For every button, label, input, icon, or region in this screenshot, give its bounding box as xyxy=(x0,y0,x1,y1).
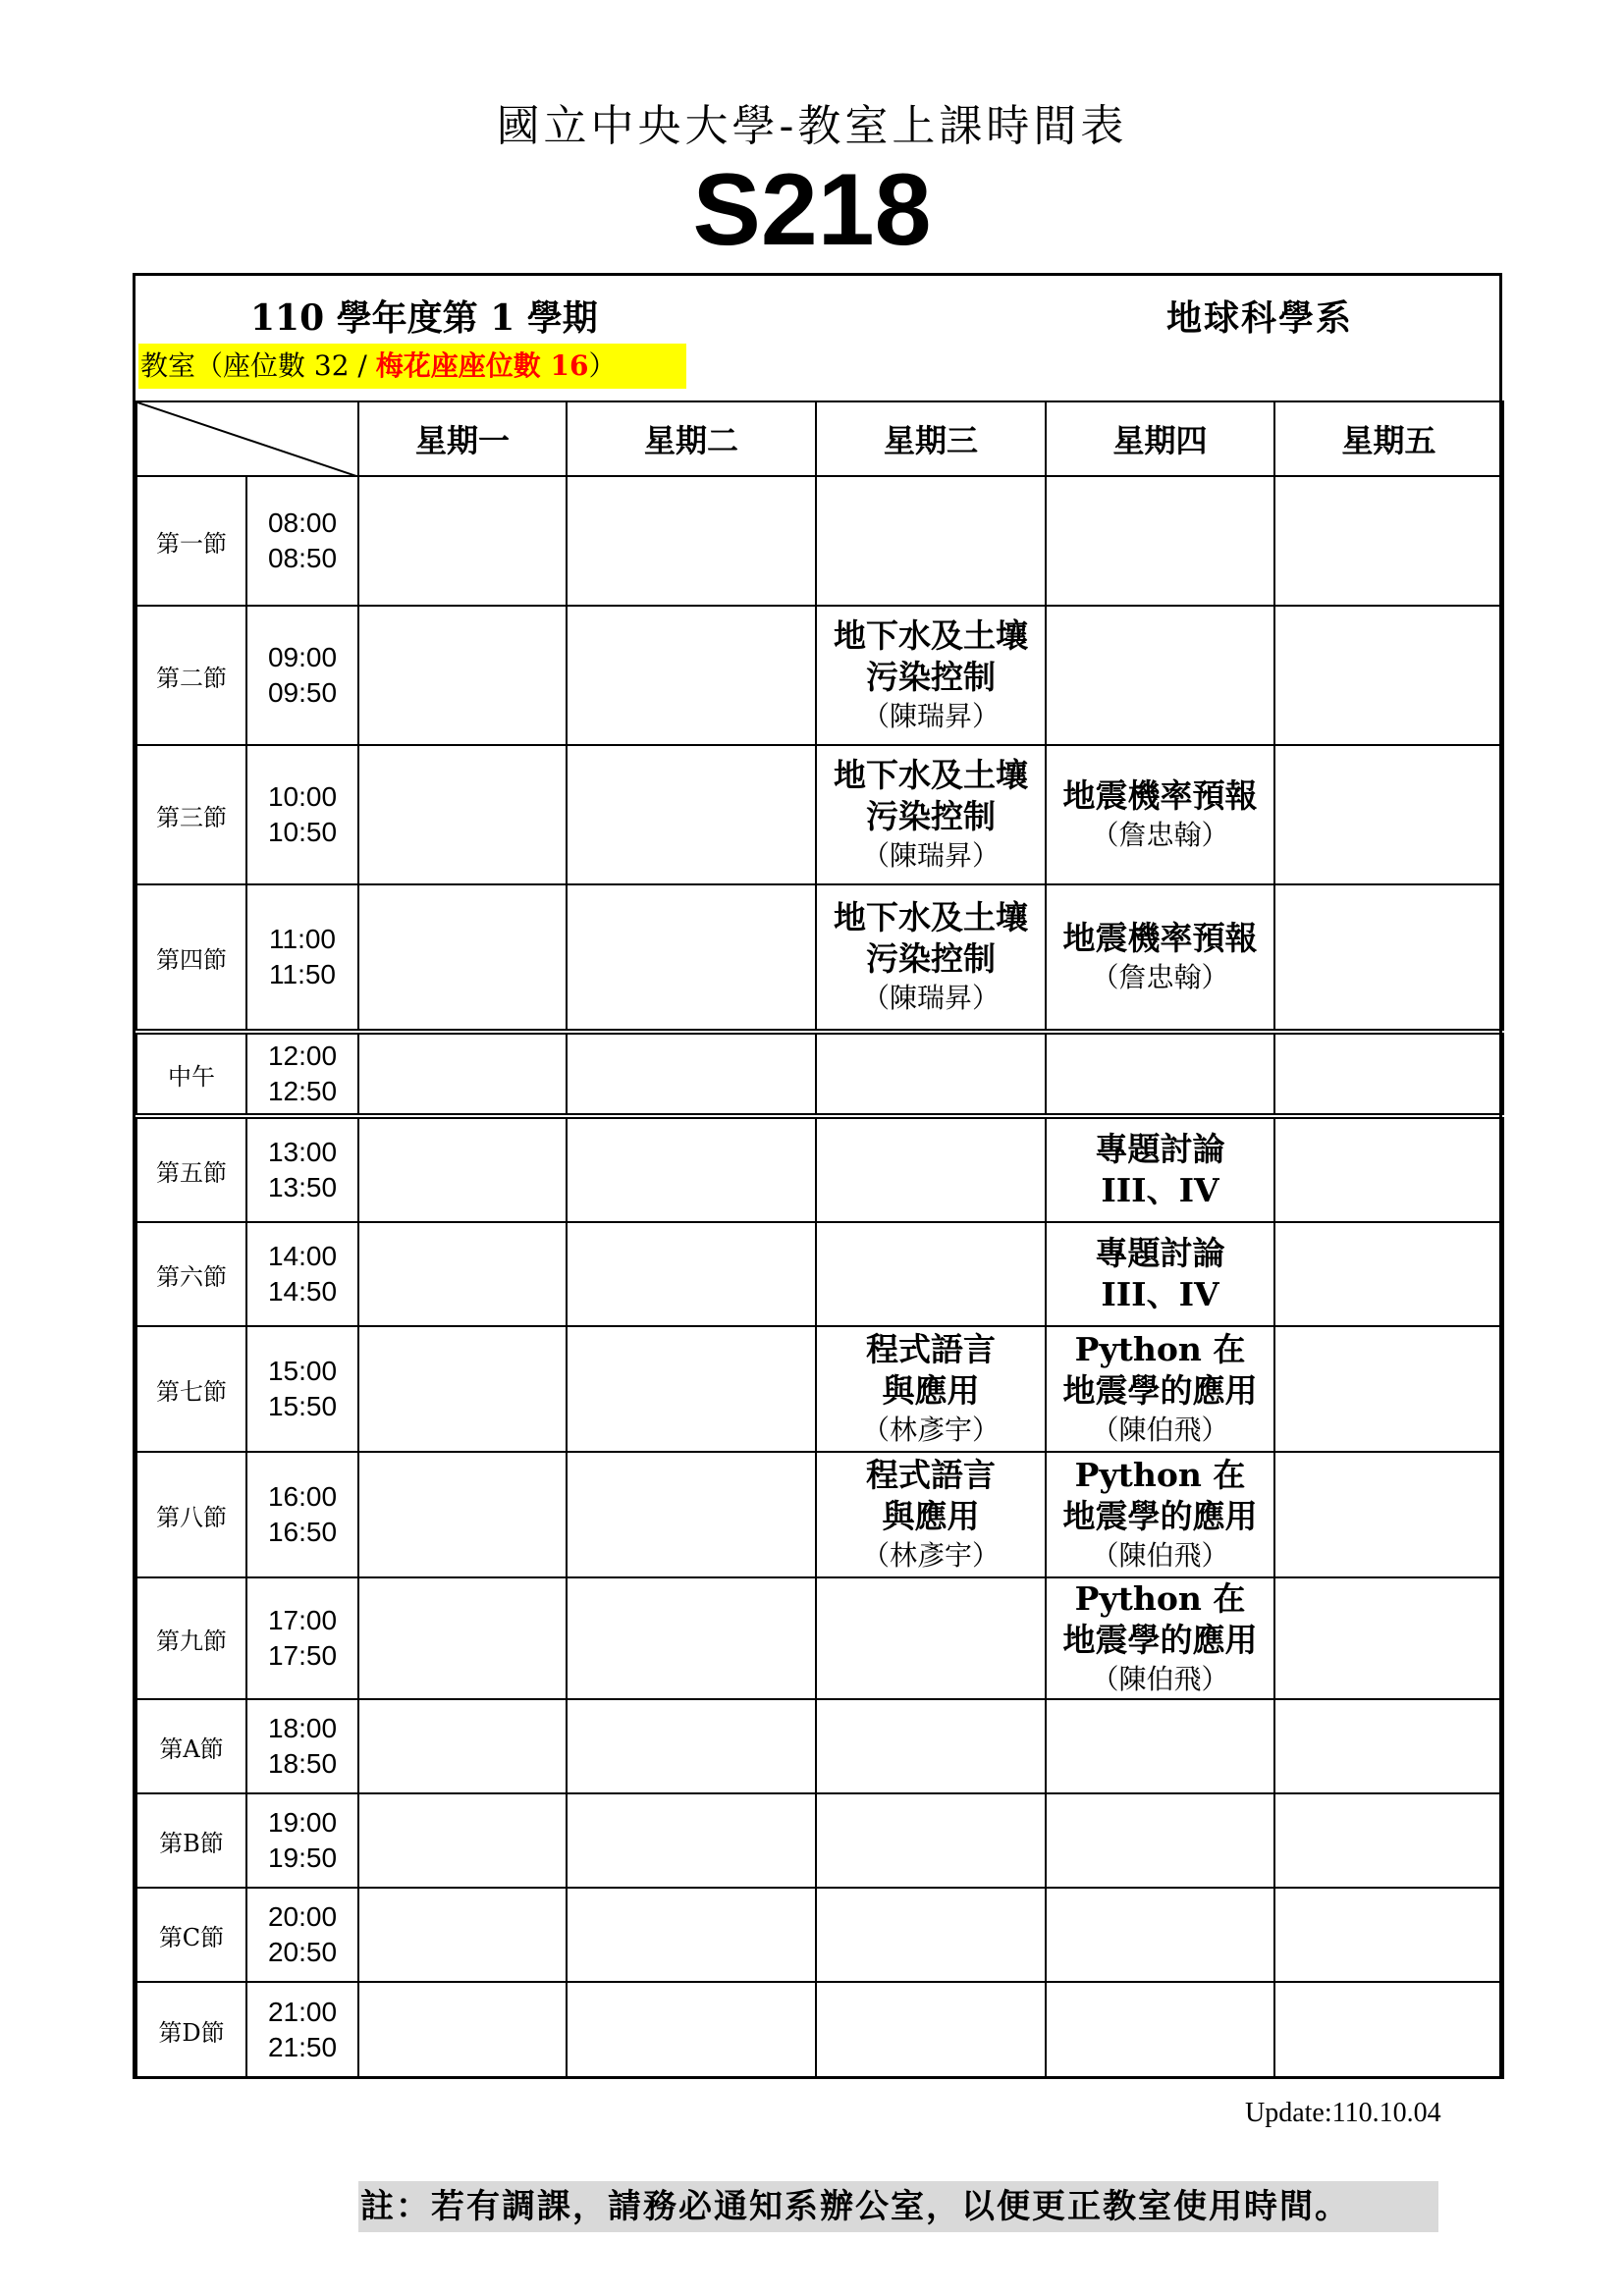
period-start: 11:00 xyxy=(269,924,336,954)
slot-cell xyxy=(1046,606,1274,745)
course-name: 地下水及土壤 xyxy=(834,898,1028,936)
slot-cell xyxy=(567,1982,816,2078)
course-cell xyxy=(1046,1452,1274,1577)
period-end: 19:50 xyxy=(267,1842,338,1873)
day-header-tue: 星期二 xyxy=(567,401,816,476)
slot-cell xyxy=(816,1577,1046,1699)
seat-info-suffix: ） xyxy=(588,349,617,382)
period-end: 11:50 xyxy=(269,959,336,989)
slot-cell xyxy=(358,1793,567,1888)
seat-info-highlight: 梅花座座位數 16 xyxy=(375,349,589,382)
slot-cell xyxy=(816,1982,1046,2078)
period-end: 12:50 xyxy=(267,1076,338,1106)
course-name: Python 在 xyxy=(1074,1330,1246,1368)
course-teacher: （陳瑞昇） xyxy=(861,982,1000,1014)
course-cell xyxy=(816,1326,1046,1452)
period-start: 19:00 xyxy=(267,1807,338,1838)
course-name: 與應用 xyxy=(882,1497,980,1535)
period-name: 第B節 xyxy=(136,1793,246,1888)
slot-cell xyxy=(358,1699,567,1793)
period-time xyxy=(246,1577,358,1699)
course-teacher: （林彥宇） xyxy=(861,1539,1000,1572)
period-start: 21:00 xyxy=(267,1997,338,2027)
period-name: 第六節 xyxy=(136,1222,246,1326)
day-header-mon: 星期一 xyxy=(358,401,567,476)
slot-cell xyxy=(358,476,567,606)
period-end: 20:50 xyxy=(267,1937,338,1967)
course-name: Python 在 xyxy=(1074,1579,1246,1618)
course-teacher: （陳瑞昇） xyxy=(861,839,1000,872)
corner-cell xyxy=(136,401,358,476)
slot-cell xyxy=(816,1793,1046,1888)
slot-cell xyxy=(1046,1699,1274,1793)
period-name: 第九節 xyxy=(136,1577,246,1699)
period-time xyxy=(246,1222,358,1326)
slot-cell xyxy=(567,1793,816,1888)
period-start: 20:00 xyxy=(267,1901,338,1932)
slot-cell xyxy=(1274,1452,1503,1577)
period-end: 09:50 xyxy=(267,677,338,708)
slot-cell xyxy=(1274,476,1503,606)
period-end: 10:50 xyxy=(267,817,338,847)
slot-cell xyxy=(816,1032,1046,1116)
slot-cell xyxy=(1274,1699,1503,1793)
slot-cell xyxy=(1046,1032,1274,1116)
slot-cell xyxy=(1046,476,1274,606)
period-start: 10:00 xyxy=(267,781,338,812)
course-name: 專題討論 xyxy=(1095,1234,1225,1272)
seat-info-prefix: 教室（座位數 32 / xyxy=(140,349,376,382)
course-cell xyxy=(1046,1326,1274,1452)
period-time xyxy=(246,1452,358,1577)
slot-cell xyxy=(358,1888,567,1982)
course-teacher: （陳伯飛） xyxy=(1091,1663,1229,1695)
course-teacher: （詹忠翰） xyxy=(1091,819,1229,851)
period-end: 16:50 xyxy=(267,1517,338,1547)
slot-cell xyxy=(1274,745,1503,884)
period-start: 16:00 xyxy=(267,1481,338,1512)
slot-cell xyxy=(1046,1888,1274,1982)
period-row xyxy=(136,476,1503,606)
period-start: 14:00 xyxy=(267,1241,338,1271)
period-time xyxy=(246,476,358,606)
slot-cell xyxy=(1274,1222,1503,1326)
period-start: 08:00 xyxy=(267,507,338,538)
day-header-row xyxy=(136,401,1503,476)
period-row xyxy=(136,1116,1503,1222)
seat-info xyxy=(138,344,686,389)
department-label: 地球科學系 xyxy=(1166,297,1354,339)
course-teacher: （陳瑞昇） xyxy=(861,700,1000,732)
slot-cell xyxy=(358,606,567,745)
slot-cell xyxy=(567,884,816,1032)
period-time xyxy=(246,606,358,745)
slot-cell xyxy=(358,1982,567,2078)
slot-cell xyxy=(358,1032,567,1116)
period-name: 第七節 xyxy=(136,1326,246,1452)
period-end: 08:50 xyxy=(267,543,338,573)
period-name: 中午 xyxy=(136,1032,246,1116)
period-name: 第一節 xyxy=(136,476,246,606)
course-name: 程式語言 xyxy=(866,1456,996,1494)
day-header-fri: 星期五 xyxy=(1274,401,1503,476)
course-name: 地震學的應用 xyxy=(1062,1371,1258,1410)
course-name: 與應用 xyxy=(882,1371,980,1410)
period-start: 09:00 xyxy=(267,642,338,672)
period-row xyxy=(136,1577,1503,1699)
period-end: 13:50 xyxy=(267,1172,338,1202)
period-name: 第D節 xyxy=(136,1982,246,2078)
period-end: 18:50 xyxy=(267,1748,338,1779)
slot-cell xyxy=(567,606,816,745)
course-cell xyxy=(816,1452,1046,1577)
period-row xyxy=(136,884,1503,1032)
slot-cell xyxy=(816,1699,1046,1793)
term-label: 110 學年度第 1 學期 xyxy=(250,297,598,339)
period-time xyxy=(246,745,358,884)
course-cell xyxy=(816,745,1046,884)
course-name: 地震機率預報 xyxy=(1062,919,1258,957)
room-number: S218 xyxy=(692,153,932,267)
period-time xyxy=(246,1116,358,1222)
period-row xyxy=(136,1699,1503,1793)
period-row xyxy=(136,1982,1503,2078)
slot-cell xyxy=(1274,1982,1503,2078)
period-name: 第四節 xyxy=(136,884,246,1032)
course-teacher: （詹忠翰） xyxy=(1091,961,1229,993)
course-cell xyxy=(1046,1577,1274,1699)
period-name: 第二節 xyxy=(136,606,246,745)
update-date: Update:110.10.04 xyxy=(1245,2098,1441,2128)
slot-cell xyxy=(1274,1888,1503,1982)
course-cell xyxy=(816,606,1046,745)
diagonal-line xyxy=(137,402,359,477)
period-end: 14:50 xyxy=(267,1276,338,1307)
period-start: 13:00 xyxy=(267,1137,338,1167)
slot-cell xyxy=(816,1116,1046,1222)
period-row xyxy=(136,1222,1503,1326)
course-cell xyxy=(1046,1116,1274,1222)
slot-cell xyxy=(358,1116,567,1222)
slot-cell xyxy=(1046,1982,1274,2078)
slot-cell xyxy=(358,884,567,1032)
course-teacher: （林彥宇） xyxy=(861,1414,1000,1446)
course-name: 污染控制 xyxy=(866,939,996,978)
course-name: 地下水及土壤 xyxy=(834,756,1028,794)
period-name: 第八節 xyxy=(136,1452,246,1577)
period-end: 21:50 xyxy=(267,2032,338,2062)
slot-cell xyxy=(358,745,567,884)
slot-cell xyxy=(1274,606,1503,745)
period-time xyxy=(246,884,358,1032)
course-cell xyxy=(1046,745,1274,884)
period-start: 12:00 xyxy=(267,1041,338,1071)
course-name: 地震學的應用 xyxy=(1062,1497,1258,1535)
period-time xyxy=(246,1793,358,1888)
period-start: 15:00 xyxy=(267,1356,338,1386)
slot-cell xyxy=(567,1452,816,1577)
day-header-wed: 星期三 xyxy=(816,401,1046,476)
course-teacher: （陳伯飛） xyxy=(1091,1539,1229,1572)
timetable xyxy=(135,400,1504,2079)
slot-cell xyxy=(1274,1116,1503,1222)
slot-cell xyxy=(1274,1032,1503,1116)
period-row xyxy=(136,1452,1503,1577)
period-row xyxy=(136,1032,1503,1116)
course-name: Python 在 xyxy=(1074,1456,1246,1494)
period-name: 第五節 xyxy=(136,1116,246,1222)
period-time xyxy=(246,1982,358,2078)
day-header-thu: 星期四 xyxy=(1046,401,1274,476)
course-name: 地下水及土壤 xyxy=(834,616,1028,655)
slot-cell xyxy=(358,1222,567,1326)
course-cell xyxy=(1046,1222,1274,1326)
slot-cell xyxy=(567,745,816,884)
course-name: 地震機率預報 xyxy=(1062,776,1258,815)
course-name: 程式語言 xyxy=(866,1330,996,1368)
period-time xyxy=(246,1888,358,1982)
slot-cell xyxy=(358,1326,567,1452)
page-title: 國立中央大學-教室上課時間表 xyxy=(496,101,1128,151)
period-name: 第C節 xyxy=(136,1888,246,1982)
slot-cell xyxy=(567,1032,816,1116)
period-row xyxy=(136,606,1503,745)
period-end: 15:50 xyxy=(267,1391,338,1421)
period-start: 17:00 xyxy=(267,1605,338,1635)
period-start: 18:00 xyxy=(267,1713,338,1743)
course-cell xyxy=(1046,884,1274,1032)
slot-cell xyxy=(1274,1577,1503,1699)
slot-cell xyxy=(358,1577,567,1699)
slot-cell xyxy=(816,476,1046,606)
slot-cell xyxy=(567,1326,816,1452)
course-teacher: （陳伯飛） xyxy=(1091,1414,1229,1446)
course-name: III、IV xyxy=(1101,1275,1219,1313)
period-time xyxy=(246,1326,358,1452)
period-row xyxy=(136,1326,1503,1452)
period-row xyxy=(136,1793,1503,1888)
slot-cell xyxy=(1274,884,1503,1032)
slot-cell xyxy=(567,476,816,606)
course-name: III、IV xyxy=(1101,1171,1219,1209)
course-name: 污染控制 xyxy=(866,658,996,696)
period-name: 第三節 xyxy=(136,745,246,884)
course-name: 專題討論 xyxy=(1095,1130,1225,1168)
slot-cell xyxy=(1046,1793,1274,1888)
slot-cell xyxy=(358,1452,567,1577)
slot-cell xyxy=(567,1222,816,1326)
course-cell xyxy=(816,884,1046,1032)
period-name: 第A節 xyxy=(136,1699,246,1793)
footer-note: 註：若有調課，請務必通知系辦公室，以便更正教室使用時間。 xyxy=(358,2181,1438,2232)
slot-cell xyxy=(1274,1326,1503,1452)
course-name: 地震學的應用 xyxy=(1062,1621,1258,1659)
slot-cell xyxy=(567,1699,816,1793)
slot-cell xyxy=(567,1888,816,1982)
slot-cell xyxy=(567,1116,816,1222)
period-row xyxy=(136,745,1503,884)
slot-cell xyxy=(1274,1793,1503,1888)
slot-cell xyxy=(816,1222,1046,1326)
period-end: 17:50 xyxy=(267,1640,338,1671)
slot-cell xyxy=(816,1888,1046,1982)
slot-cell xyxy=(567,1577,816,1699)
course-name: 污染控制 xyxy=(866,797,996,835)
period-time xyxy=(246,1032,358,1116)
period-time xyxy=(246,1699,358,1793)
period-row xyxy=(136,1888,1503,1982)
